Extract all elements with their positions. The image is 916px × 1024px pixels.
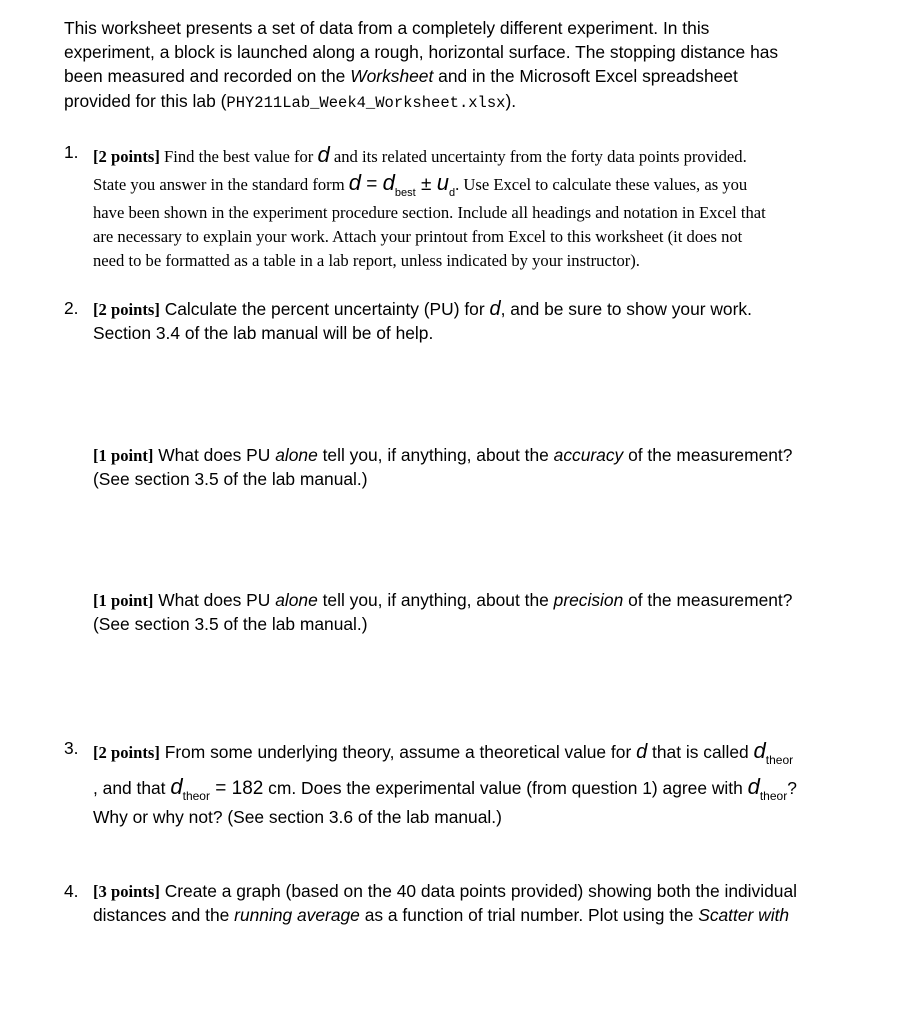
q3-text: , and that xyxy=(93,778,171,798)
q1-line-3: have been shown in the experiment procedure section. Include all headings and notation in Excel that xyxy=(93,203,766,222)
q3-text: cm. Does the experimental value (from question 1) agree with xyxy=(263,778,748,798)
q3-text: ? xyxy=(787,778,797,798)
points-label: [2 points] xyxy=(93,300,160,319)
q2b-text: of the measurement? xyxy=(623,590,793,610)
q4-text: distances and the xyxy=(93,905,235,925)
precision-emphasis: precision xyxy=(553,590,624,610)
points-label: [1 point] xyxy=(93,591,154,610)
intro-line-1: This worksheet presents a set of data from a completely different experiment. In this xyxy=(64,18,710,38)
theor-subscript: theor xyxy=(182,789,210,803)
intro-text: and in the Microsoft Excel spreadsheet xyxy=(433,66,738,87)
question-number: 2. xyxy=(64,298,79,318)
variable-d: d xyxy=(317,142,330,167)
intro-text: ). xyxy=(505,90,517,111)
question-2-precision xyxy=(64,590,854,640)
q3-text: that is called xyxy=(647,742,754,762)
d-theor: d xyxy=(753,738,766,763)
plus-minus-sign: ± xyxy=(415,174,437,195)
spreadsheet-filename: PHY211Lab_Week4_Worksheet.xlsx xyxy=(226,93,506,112)
intro-paragraph xyxy=(64,16,844,115)
best-subscript: best xyxy=(394,187,416,199)
points-label: [1 point] xyxy=(93,446,154,465)
theor-subscript: theor xyxy=(765,753,794,767)
q2a-line-1 xyxy=(93,445,792,466)
question-4 xyxy=(64,881,854,931)
running-average-emphasis: running average xyxy=(234,905,360,925)
q1-text: and its related uncertainty from the forty data points provided. xyxy=(329,147,747,166)
q4-line-1 xyxy=(93,881,797,902)
q2a-text: tell you, if anything, about the xyxy=(317,445,554,465)
q1-text: State you answer in the standard form xyxy=(93,175,349,194)
equals-sign: = xyxy=(209,778,232,799)
worksheet-emphasis: Worksheet xyxy=(350,66,434,87)
equation-u: u xyxy=(436,170,449,195)
q2-text: Calculate the percent uncertainty (PU) for xyxy=(159,299,490,319)
question-3 xyxy=(64,738,854,833)
question-2 xyxy=(64,298,854,348)
q2-text: , and be sure to show your work. xyxy=(500,299,752,319)
q2b-line-1 xyxy=(93,590,792,611)
q1-line-2 xyxy=(93,170,748,199)
intro-text: provided for this lab ( xyxy=(64,90,227,111)
accuracy-emphasis: accuracy xyxy=(553,445,624,465)
intro-line-4 xyxy=(64,89,844,115)
q2b-text: What does PU xyxy=(153,590,276,610)
q3-line-2 xyxy=(93,774,797,803)
points-label: [3 points] xyxy=(93,882,160,901)
theoretical-value: 182 xyxy=(231,778,264,799)
q4-text: Create a graph (based on the 40 data points provided) showing both the individual xyxy=(159,881,797,901)
equals-sign: = xyxy=(361,174,383,195)
q3-text: From some underlying theory, assume a theoretical value for xyxy=(159,742,637,762)
q4-line-2 xyxy=(93,905,789,926)
alone-emphasis: alone xyxy=(275,590,318,610)
equation-d: d xyxy=(348,170,362,195)
q2a-text: of the measurement? xyxy=(623,445,793,465)
q2a-line-2: (See section 3.5 of the lab manual.) xyxy=(93,469,368,489)
theor-subscript: theor xyxy=(759,789,788,803)
question-number: 1. xyxy=(64,142,79,162)
q1-text: Find the best value for xyxy=(159,147,318,166)
q2-line-1 xyxy=(93,298,752,321)
intro-line-2: experiment, a block is launched along a rough, horizontal surface. The stopping distance has xyxy=(64,42,779,63)
d-theor: d xyxy=(170,774,183,799)
intro-text: been measured and recorded on the xyxy=(64,66,351,87)
q1-line-4: are necessary to explain your work. Attach your printout from Excel to this worksheet (it does not xyxy=(93,227,743,246)
equation-d-best: d xyxy=(382,170,395,195)
points-label: [2 points] xyxy=(93,147,160,166)
question-number: 4. xyxy=(64,881,79,901)
question-2-accuracy xyxy=(64,445,854,495)
q3-line-1 xyxy=(93,738,794,767)
variable-d: d xyxy=(489,298,501,320)
points-label: [2 points] xyxy=(93,743,160,762)
alone-emphasis: alone xyxy=(275,445,318,465)
q2a-text: What does PU xyxy=(153,445,276,465)
d-theor: d xyxy=(747,774,760,799)
scatter-with-emphasis: Scatter with xyxy=(698,905,790,925)
q1-text: . Use Excel to calculate these values, as you xyxy=(455,175,748,194)
q1-line-5: need to be formatted as a table in a lab report, unless indicated by your instructor). xyxy=(93,251,640,270)
q3-line-3: Why or why not? (See section 3.6 of the lab manual.) xyxy=(93,807,502,827)
intro-line-3 xyxy=(64,64,844,88)
q2-line-2: Section 3.4 of the lab manual will be of help. xyxy=(93,323,434,343)
q2b-text: tell you, if anything, about the xyxy=(317,590,554,610)
variable-d: d xyxy=(636,741,648,763)
q2b-line-2: (See section 3.5 of the lab manual.) xyxy=(93,614,368,634)
q4-text: as a function of trial number. Plot using the xyxy=(359,905,699,925)
question-number: 3. xyxy=(64,738,79,758)
q1-line-1 xyxy=(93,142,747,168)
u-subscript: d xyxy=(448,187,456,199)
question-1 xyxy=(64,142,854,277)
